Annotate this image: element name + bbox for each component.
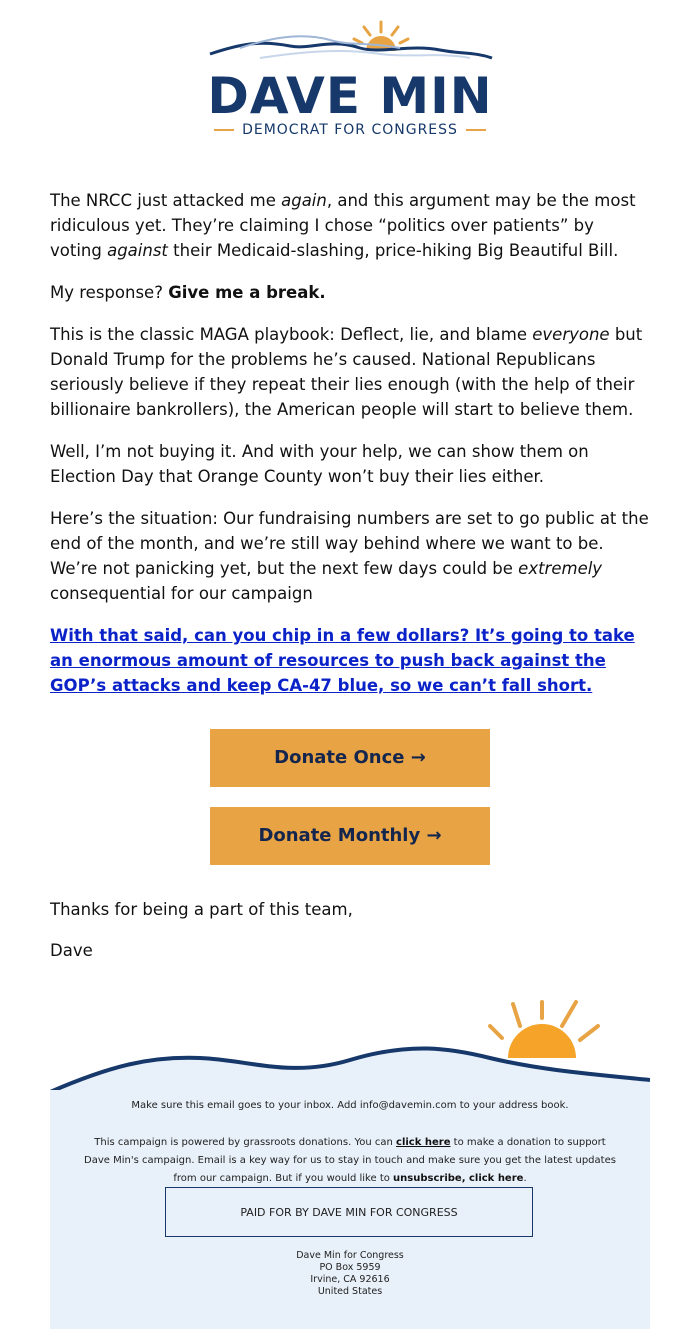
address-line-4: United States [317,1286,383,1297]
mailing-address [50,1250,650,1298]
paragraph-3: This is the classic MAGA playbook: Deflect, lie, and blame everyone but Donald Trump for the problems he’s caused. National Republicans seriously believe if they repeat their lies enough (with the help of their billionaire bankrollers), the American people will start to believe them. [50,325,643,419]
footer-wave-sun-icon [50,996,650,1096]
paragraph-1: The NRCC just attacked me again, and this argument may be the most ridiculous yet. They’re claiming I chose “politics over patients” by voting against their Medicaid-slashing, price-hiking Big Beautiful Bill. [50,191,636,260]
address-line-1: Dave Min for Congress [296,1250,404,1261]
tagline-text: DEMOCRAT FOR CONGRESS [242,122,458,138]
logo-tagline [0,121,700,139]
thanks-text: Thanks for being a part of this team, [50,900,353,919]
grassroots-note: This campaign is powered by grassroots donations. You can click here to make a donation to support Dave Min's campaign. Email is a key way for us to stay in touch and make sure you get the latest updates from our campaign. But if you would like to unsubscribe, click here. [84,1137,616,1184]
paragraph-5: Here’s the situation: Our fundraising numbers are set to go public at the end of the month, and we’re still way behind where we want to be. We’re not panicking yet, but the next few days could be extremely consequential for our campaign [50,509,649,603]
unsubscribe-link[interactable]: unsubscribe, click here [393,1173,524,1184]
address-line-3: Irvine, CA 92616 [310,1274,390,1285]
logo-name: DAVE MIN [207,67,493,125]
signoff [50,897,650,979]
cta-paragraph [50,623,650,698]
signature-name: Dave [50,941,93,960]
campaign-logo [0,18,700,143]
paragraph-4: Well, I’m not buying it. And with your help, we can show them on Election Day that Orange County won’t buy their lies either. [50,442,589,486]
donate-monthly-button[interactable]: Donate Monthly → [210,807,490,865]
tagline-dash-left [214,129,234,131]
paragraph-2: My response? Give me a break. [50,283,326,302]
tagline-dash-right [466,129,486,131]
address-line-2: PO Box 5959 [319,1262,381,1273]
paid-for-disclaimer: PAID FOR BY DAVE MIN FOR CONGRESS [165,1187,533,1237]
email-body [50,188,650,715]
donate-cta-link[interactable]: With that said, can you chip in a few dollars? It’s going to take an enormous amount of resources to push back against the GOP’s attacks and keep CA-47 blue, so we can’t fall short. [50,626,635,695]
footer [50,1090,650,1329]
inbox-note: Make sure this email goes to your inbox. Add info@davemin.com to your address book. [131,1100,569,1111]
donate-once-button[interactable]: Donate Once → [210,729,490,787]
donate-click-here-link[interactable]: click here [396,1137,451,1148]
